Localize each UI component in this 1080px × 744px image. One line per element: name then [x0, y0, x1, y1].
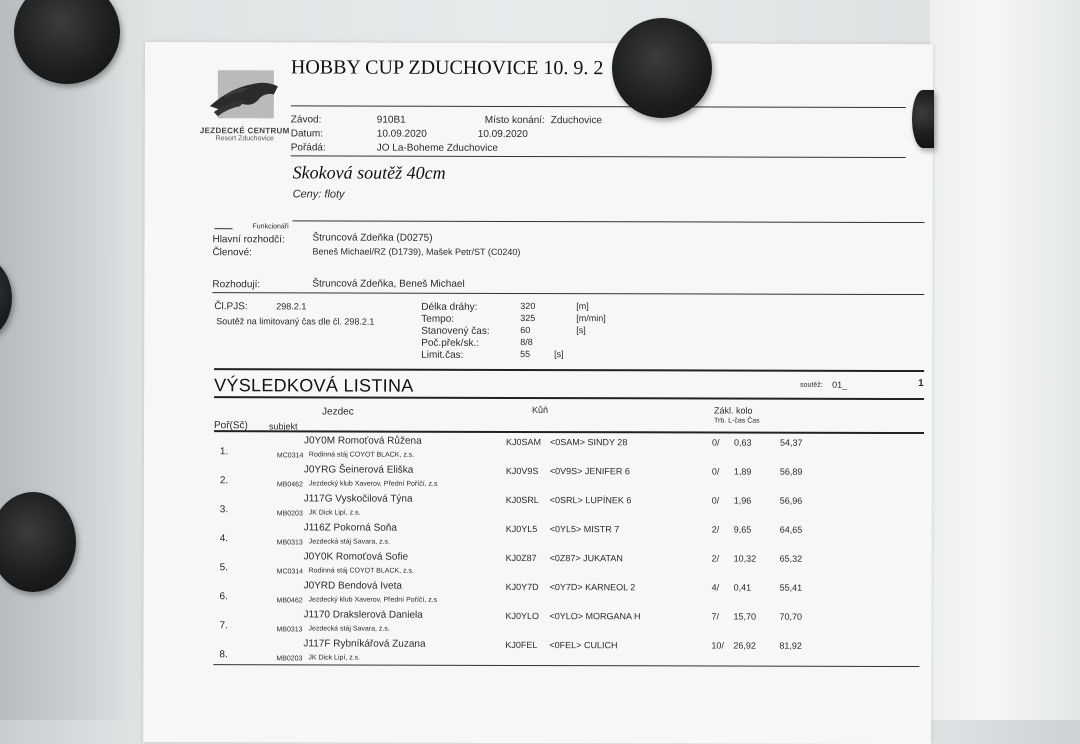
row-position: 2.: [219, 475, 229, 487]
row-club-code: MB0313: [276, 626, 303, 634]
row-horse: <0YLO> MORGANA H: [549, 611, 641, 622]
divider: [215, 228, 233, 229]
row-time-diff: 26,92: [733, 640, 756, 651]
row-time: 70,70: [779, 611, 803, 622]
row-position: 3.: [219, 504, 229, 516]
row-time-diff: 10,32: [733, 553, 757, 564]
row-horse-id: KJ0YL5: [505, 523, 538, 535]
row-rider: J0YRD Bendová Iveta: [303, 580, 402, 592]
time-unit: [s]: [576, 325, 586, 336]
row-club-code: MB0203: [276, 510, 303, 518]
row-horse-id: KJ0SRL: [505, 494, 539, 506]
magnet: [912, 90, 934, 148]
magnet: [612, 18, 712, 118]
row-rider: J117G Vyskočilová Týna: [303, 493, 413, 505]
results-sheet: [143, 42, 933, 744]
row-penalties: 2/: [711, 553, 720, 564]
row-club: Jezdecká stáj Savara, z.s.: [308, 538, 391, 546]
logo-subtext: Resort Zduchovice: [215, 135, 274, 143]
length-label: Délka dráhy:: [421, 301, 478, 313]
row-penalties: 7/: [711, 611, 720, 622]
tempo-label: Tempo:: [421, 313, 455, 325]
horse-head-icon: [200, 66, 290, 126]
misto-value: Zduchovice: [550, 115, 602, 127]
datum-from: 10.09.2020: [376, 128, 427, 140]
row-club: Jezdecký klub Xaverov, Přední Poříčí, z.s: [308, 596, 438, 604]
pjs-note: Soutěž na limitovaný čas dle čl. 298.2.1: [216, 316, 375, 327]
row-position: 4.: [219, 533, 229, 545]
divider: [214, 396, 924, 400]
obstacles-label: Poč.přek/sk.:: [421, 337, 480, 349]
divider: [212, 292, 924, 295]
length-unit: [m]: [576, 301, 589, 312]
row-penalties: 0/: [711, 437, 720, 448]
row-club-code: MB0313: [276, 539, 303, 547]
row-position: 5.: [219, 562, 228, 574]
row-penalties: 0/: [711, 495, 720, 506]
row-time-diff: 0,41: [733, 582, 752, 593]
row-club: Rodinná stáj COYOT BLACK, z.s.: [308, 451, 415, 459]
divider: [293, 220, 925, 223]
row-time-diff: 0,63: [733, 437, 752, 448]
divider: [214, 430, 924, 434]
misto-label: Místo konání:: [484, 114, 545, 127]
zavod-label: Závod:: [290, 114, 322, 126]
row-time: 65,32: [779, 553, 803, 564]
judges-value: Štruncová Zdeňka, Beneš Michael: [312, 278, 465, 290]
row-penalties: 0/: [711, 466, 720, 477]
board-shadow: [0, 0, 150, 720]
chief-judge-label: Hlavní rozhodčí:: [212, 234, 285, 246]
row-penalties: 4/: [711, 582, 720, 593]
row-position: 8.: [219, 649, 228, 661]
row-horse: <0Z87> JUKATAN: [549, 553, 623, 564]
judges-label: Rozhodují:: [212, 279, 261, 291]
row-horse-id: KJ0SAM: [505, 436, 541, 448]
row-time: 64,65: [779, 524, 803, 535]
members-value: Beneš Michael/RZ (D1739), Mašek Petr/ST (C0240): [312, 246, 521, 257]
row-penalties: 2/: [711, 524, 720, 535]
soutez-value: 01_: [832, 379, 848, 390]
row-time-diff: 15,70: [733, 611, 757, 622]
length-value: 320: [520, 300, 536, 312]
row-time: 56,89: [779, 466, 803, 477]
datum-label: Datum:: [290, 128, 324, 140]
row-club: JK Dick Lipí, z.s.: [308, 654, 361, 662]
tempo-value: 325: [520, 312, 536, 324]
limit-unit: [s]: [554, 349, 564, 360]
results-heading: VÝSLEDKOVÁ LISTINA: [214, 375, 414, 396]
col-round: Zákl. kolo: [714, 405, 753, 416]
logo: [200, 66, 290, 142]
pjs-value: 298.2.1: [276, 301, 307, 312]
row-club-code: MB0462: [276, 597, 303, 605]
row-horse-id: KJ0Y7D: [505, 581, 539, 593]
row-time: 81,92: [779, 640, 802, 651]
row-horse: <0FEL> CULICH: [549, 640, 618, 651]
row-position: 1.: [219, 446, 229, 458]
divider: [291, 155, 906, 158]
members-label: Členové:: [212, 247, 252, 259]
row-horse: <0Y7D> KARNEOL 2: [549, 582, 636, 593]
row-rider: J116Z Pokorná Soňa: [303, 522, 397, 534]
divider: [214, 368, 924, 372]
row-horse-id: KJ0YLO: [505, 610, 540, 622]
row-club: Jezdecký klub Xaverov, Přední Poříčí, z.s: [308, 480, 438, 488]
divider: [213, 664, 919, 667]
competition-name: Skoková soutěž 40cm: [292, 162, 446, 183]
prizes: Ceny: floty: [292, 188, 345, 201]
row-position: 6.: [219, 591, 228, 603]
row-time: 55,41: [779, 582, 803, 593]
row-horse-id: KJ0V9S: [505, 465, 539, 477]
limit-label: Limit.čas:: [421, 349, 464, 361]
row-horse-id: KJ0FEL: [505, 639, 538, 651]
col-subject: subjekt: [268, 421, 298, 432]
event-title: HOBBY CUP ZDUCHOVICE 10. 9. 2: [290, 56, 604, 80]
logo-text: JEZDECKÉ CENTRUM: [199, 126, 290, 136]
row-time: 54,37: [779, 437, 803, 448]
soutez-label: soutěž:: [800, 381, 823, 389]
col-horse: Kůň: [532, 405, 549, 416]
chief-judge-value: Štruncová Zdeňka (D0275): [312, 232, 433, 244]
col-subheads: Trb. L-čas Čas: [714, 417, 760, 425]
time-value: 60: [520, 324, 531, 336]
row-position: 7.: [219, 620, 228, 632]
row-time-diff: 9,65: [733, 524, 752, 535]
time-label: Stanovený čas:: [421, 325, 490, 337]
tempo-unit: [m/min]: [576, 313, 606, 324]
row-club-code: MC0314: [276, 452, 304, 460]
col-rider: Jezdec: [322, 406, 354, 418]
row-horse: <0SAM> SINDY 28: [549, 437, 628, 448]
row-horse: <0YL5> MISTR 7: [549, 524, 620, 535]
col-position: Poř(Sč): [213, 420, 248, 432]
neighbor-sheet: [930, 0, 1080, 720]
datum-to: 10.09.2020: [477, 128, 528, 141]
row-time-diff: 1,89: [733, 466, 752, 477]
row-club-code: MB0462: [276, 481, 303, 489]
row-club: JK Dick Lipí, z.s.: [308, 509, 361, 517]
row-club-code: MC0314: [276, 568, 304, 576]
zavod-value: 910B1: [376, 114, 406, 126]
obstacles-value: 8/8: [520, 336, 533, 348]
row-rider: J117F Rybníkářová Zuzana: [303, 638, 426, 650]
porada-label: Pořádá:: [290, 142, 326, 154]
page-number: 1: [918, 378, 924, 390]
row-horse: <0V9S> JENIFER 6: [549, 466, 630, 477]
row-horse: <0SRL> LUPÍNEK 6: [549, 495, 632, 506]
officials-heading: Funkcionáři: [252, 223, 289, 231]
pjs-label: Čl.PJS:: [214, 301, 248, 313]
row-rider: J0Y0M Romoťová Růžena: [303, 435, 422, 447]
row-rider: J0Y0K Romoťová Sofie: [303, 551, 409, 563]
row-rider: J0YRG Šeinerová Eliška: [303, 464, 414, 476]
row-club: Rodinná stáj COYOT BLACK, z.s.: [308, 567, 414, 575]
divider: [291, 105, 906, 108]
row-penalties: 10/: [711, 640, 724, 651]
porada-value: JO La-Boheme Zduchovice: [376, 142, 498, 154]
row-horse-id: KJ0Z87: [505, 552, 537, 564]
row-time-diff: 1,96: [733, 495, 752, 506]
row-rider: J1170 Drakslerová Daniela: [303, 609, 423, 621]
row-club-code: MB0203: [276, 655, 303, 663]
limit-value: 55: [520, 348, 531, 360]
row-time: 56,96: [779, 495, 803, 506]
row-club: Jezdecká stáj Savara, z.s.: [308, 625, 390, 633]
